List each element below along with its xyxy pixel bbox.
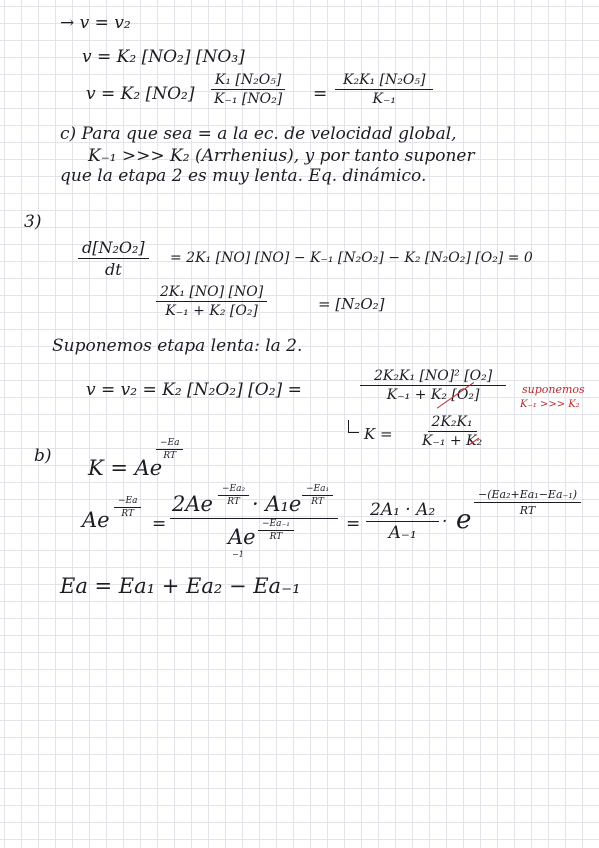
slow-step-line: Suponemos etapa lenta: la 2. <box>52 336 303 356</box>
steady-state-fraction: $\frac{\text{2K₁ [NO] [NO]}}{\text{K₋₁ + K₂ [O₂]}}$ <box>156 284 267 319</box>
product-fraction <box>170 484 338 559</box>
global-arrhenius-term: Ae <box>82 508 110 532</box>
k-result-lhs: K = <box>364 425 393 443</box>
section-b-label: b) <box>34 446 52 466</box>
multiply-dot: · <box>442 512 448 532</box>
fraction-result-rate: $\frac{\text{K₂K₁ [N₂O₅]}}{\text{K₋₁}}$ <box>335 72 433 107</box>
derivative-rhs: = 2K₁ [NO] [NO] − K₋₁ [N₂O₂] − K₂ [N₂O₂] [O₂] = 0 <box>170 250 533 266</box>
assumption-inequality: K₋₁ >>> K₂ <box>520 399 580 410</box>
preexponential-fraction: $\frac{\text{2A₁ · A₂}}{\text{A₋₁}}$ <box>366 500 439 543</box>
fraction-k1-over-kminus1: $\frac{\text{K₁ [N₂O₅]}}{\text{K₋₁ [NO₂]}}$ <box>210 72 286 107</box>
arrhenius-exponent: $\frac{-Ea}{RT}$ <box>156 438 183 461</box>
cancelled-k2: K₂ <box>466 433 483 449</box>
product-numerator: 2Ae $\frac{\text{−Ea₂}}{RT}$ · A₁e $\frac{\text{−Ea₁}}{RT}$ <box>170 484 338 519</box>
section-3-label: 3) <box>24 212 42 232</box>
arrhenius-equation: K = Ae <box>88 456 163 480</box>
equals-sign-b2: = <box>152 514 167 534</box>
exponential-e: e <box>456 505 472 535</box>
combined-exponent: $\frac{\text{−(Ea₂+Ea₁−Ea₋₁)}}{RT}$ <box>474 488 581 517</box>
line-rate-substitution: v = K₂ [NO₂] <box>86 84 195 104</box>
equals-sign-b2-second: = <box>346 514 361 534</box>
equals-sign: = <box>313 84 328 104</box>
rate-v2-fraction: $\frac{\text{2K₂K₁ [NO]² [O₂]}}{\text{K₋₁ + K₂ [O₂]}}$ <box>360 368 506 403</box>
section-c-line-2: K₋₁ >>> K₂ (Arrhenius), y por tanto suponer <box>88 146 475 166</box>
section-c-line-3: que la etapa 2 es muy lenta. Eq. dinámico. <box>60 166 427 186</box>
line-v-equals-v2: → v = v₂ <box>60 13 131 33</box>
product-denominator: Ae −1 $\frac{\text{−Ea₋₁}}{RT}$ <box>170 519 338 559</box>
k-result-fraction: $\frac{\text{2K₂K₁}}{\text{K₋₁ + K₂}}$ <box>422 414 483 449</box>
rate-v2-line: v = v₂ = K₂ [N₂O₂] [O₂] = <box>86 380 302 400</box>
activation-energy-result: Ea = Ea₁ + Ea₂ − Ea₋₁ <box>60 574 301 598</box>
derivative-fraction: $\frac{\text{d[N₂O₂]}}{dt}$ <box>78 238 149 279</box>
section-c-line-1: c) Para que sea = a la ec. de velocidad global, <box>60 124 457 144</box>
steady-state-rhs: = [N₂O₂] <box>318 295 385 313</box>
global-exponent: $\frac{-Ea}{RT}$ <box>114 496 141 519</box>
arrow-hook <box>348 420 359 433</box>
cancelled-term: K₂ [O₂] <box>430 387 480 403</box>
line-rate-expression: v = K₂ [NO₂] [NO₃] <box>82 47 245 67</box>
assumption-note: suponemos <box>522 383 585 396</box>
